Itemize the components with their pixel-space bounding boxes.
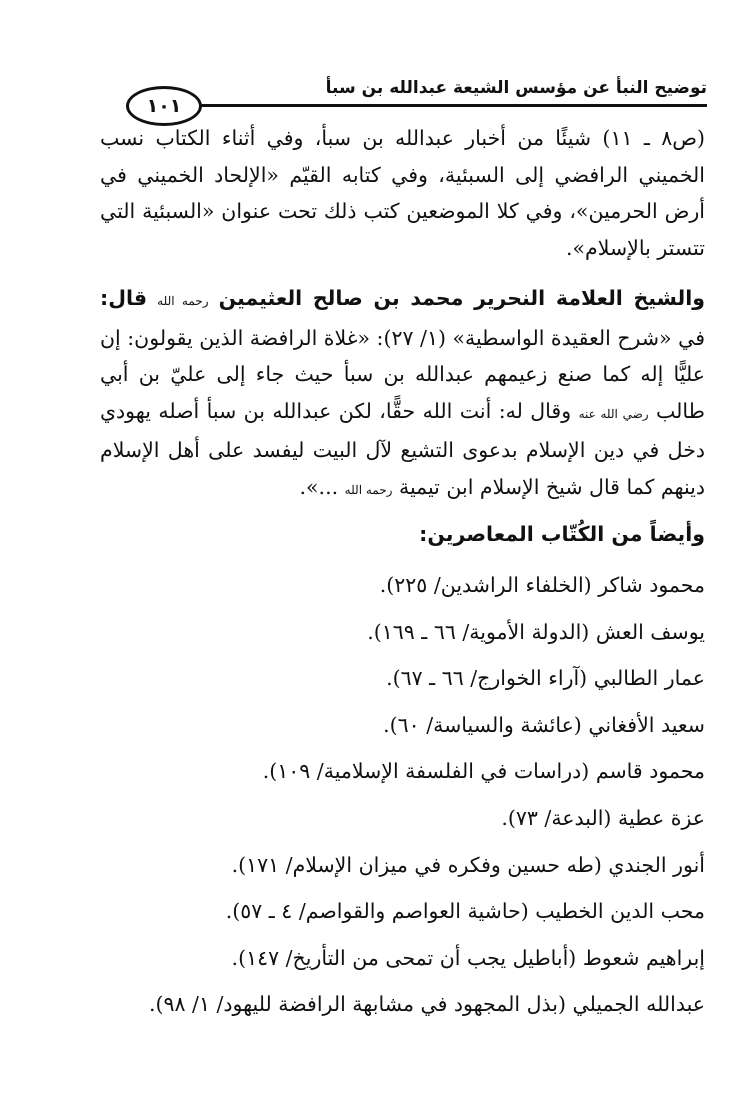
quote-text-2: وقال له: أنت الله حقًّا، لكن عبدالله بن سبأ أصله يهودي دخل في دين الإسلام بدعوى التشيع لآل البيت ليفسد على أهل الإسلام دينهم كما قال شيخ الإسلام ابن تيمية: [100, 398, 705, 499]
header-rule: [160, 104, 707, 107]
list-item: [100, 935, 705, 982]
reference-work: (الخلفاء الراشدين/ ٢٢٥).: [379, 573, 592, 597]
paragraph-uthaymeen-quote: [100, 280, 705, 508]
reference-author: أنور الجندي: [608, 852, 705, 877]
quote-text-1: في «شرح العقيدة الواسطية» (١/ ٢٧): «غلاة الرافضة الذين يقولون: إن عليًّا إله كما صنع زعيمهم عبدالله بن سبأ حيث جاء إلى عليّ بن أبي طالب: [100, 325, 705, 423]
page-body: [100, 120, 705, 1028]
reference-author: إبراهيم شعوط: [582, 945, 705, 970]
list-item: [100, 655, 705, 702]
paragraph-sabaiyya: [100, 120, 705, 266]
list-item: [100, 609, 705, 656]
reference-work: (بذل المجهود في مشابهة الرافضة لليهود/ ١/ ٩٨).: [148, 992, 566, 1017]
list-item: [100, 842, 705, 889]
list-item: [100, 562, 705, 609]
honorific-mark: رحمه الله: [157, 294, 209, 308]
reference-author: عمار الطالبي: [593, 666, 705, 691]
list-item: [100, 748, 705, 795]
reference-author: عزة عطية: [617, 805, 705, 830]
scholar-name: والشيخ العلامة النحرير محمد بن صالح العثيمين: [218, 286, 705, 310]
reference-work: (طه حسين وفكره في ميزان الإسلام/ ١٧١).: [231, 852, 602, 877]
reference-work: (حاشية العواصم والقواصم/ ٤ ـ ٥٧).: [225, 899, 529, 924]
reference-author: محب الدين الخطيب: [535, 899, 705, 924]
qal-label: قال:: [100, 286, 148, 310]
list-item: [100, 981, 705, 1028]
list-item: [100, 795, 705, 842]
reference-work: (دراسات في الفلسفة الإسلامية/ ١٠٩).: [262, 759, 590, 784]
honorific-mark: رضي الله عنه: [578, 406, 649, 421]
reference-author: يوسف العش: [595, 619, 705, 644]
honorific-mark: رحمه الله: [344, 482, 393, 497]
reference-author: محمود شاكر: [598, 573, 705, 597]
paragraph-text: (ص٨ ـ ١١) شيئًا من أخبار عبدالله بن سبأ، وفي أثناء الكتاب نسب الخميني الرافضي إلى السبئية، وفي كتابه القيّم «الإلحاد الخميني في أرض الحرمين»، وفي كلا الموضعين كتب ذلك تحت عنوان «السبئية التي تتستر بالإسلام».: [100, 126, 705, 260]
list-heading: وأيضاً من الكُتّاب المعاصرين:: [419, 522, 705, 546]
page-number: ١٠١: [126, 86, 202, 126]
list-item: [100, 888, 705, 935]
reference-work: (عائشة والسياسة/ ٦٠).: [383, 712, 582, 737]
reference-work: (أباطيل يجب أن تمحى من التأريخ/ ١٤٧).: [231, 945, 577, 970]
reference-work: (آراء الخوارج/ ٦٦ ـ ٦٧).: [386, 666, 588, 691]
reference-list: [100, 562, 705, 1028]
quote-text-3: ...».: [299, 474, 339, 499]
running-title: توضيح النبأ عن مؤسس الشيعة عبدالله بن سبأ: [325, 78, 707, 98]
reference-work: (البدعة/ ٧٣).: [501, 805, 612, 830]
running-header: [96, 74, 707, 117]
reference-work: (الدولة الأموية/ ٦٦ ـ ١٦٩).: [367, 619, 590, 644]
reference-author: محمود قاسم: [595, 759, 705, 784]
reference-author: عبدالله الجميلي: [572, 992, 705, 1017]
reference-author: سعيد الأفغاني: [588, 712, 705, 737]
list-item: [100, 702, 705, 749]
